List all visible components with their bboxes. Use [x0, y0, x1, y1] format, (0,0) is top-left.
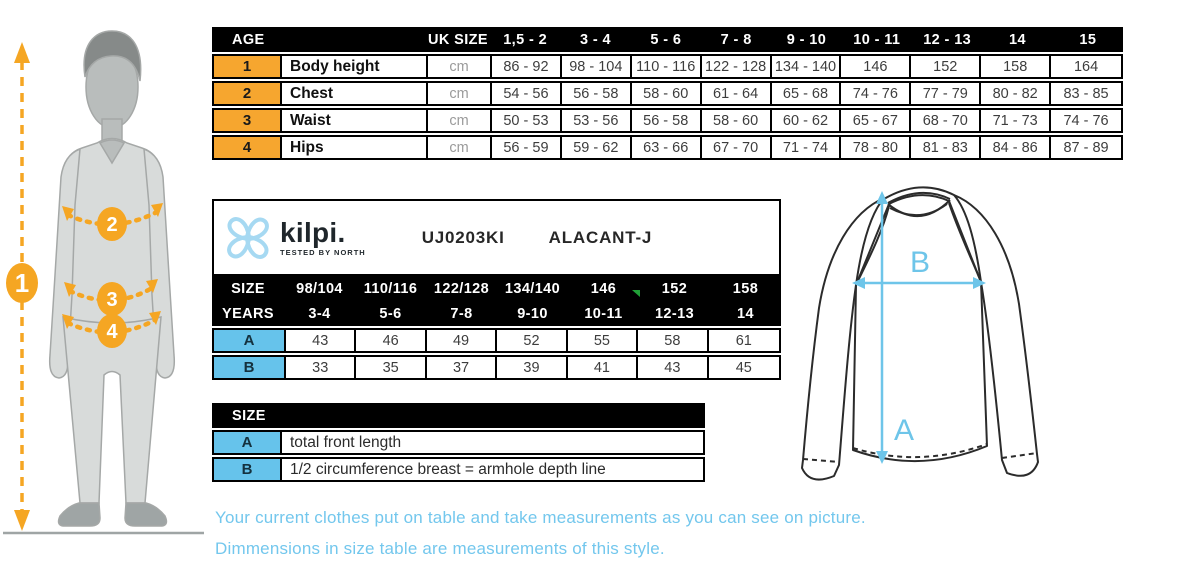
age-size-table — [212, 27, 1123, 160]
dimension-key: A — [214, 330, 286, 351]
dimension-value: 41 — [568, 357, 638, 378]
dimension-value: 52 — [497, 330, 567, 351]
age-col-header: 12 - 13 — [923, 31, 972, 48]
measure-value: 77 - 79 — [911, 83, 981, 104]
measure-value: 58 - 60 — [632, 83, 702, 104]
measure-value: 86 - 92 — [492, 56, 562, 77]
size-table-row — [212, 355, 781, 380]
comment-marker-icon — [632, 290, 640, 297]
measure-value: 53 - 56 — [562, 110, 632, 131]
note-line-1: Your current clothes put on table and take measurements as you can see on picture. — [215, 508, 866, 527]
measure-value: 65 - 68 — [772, 83, 842, 104]
measure-value: 110 - 116 — [632, 56, 702, 77]
measure-value: 63 - 66 — [632, 137, 702, 158]
years-col-header: 10-11 — [584, 305, 623, 322]
measure-value: 58 - 60 — [702, 110, 772, 131]
age-col-header: 10 - 11 — [853, 31, 901, 48]
label-b: B — [910, 246, 931, 279]
measure-value: 71 - 73 — [981, 110, 1051, 131]
note-line-2: Dimmensions in size table are measurements of this style. — [215, 539, 665, 558]
measure-value: 87 - 89 — [1063, 139, 1109, 156]
measure-value: 68 - 70 — [911, 110, 981, 131]
product-codes — [422, 228, 652, 248]
years-row-label: YEARS — [222, 305, 274, 322]
size-col-header: 152 — [661, 280, 688, 297]
left-shoe — [59, 503, 100, 526]
legend-key: A — [214, 432, 282, 453]
measure-value: 80 - 82 — [981, 83, 1051, 104]
age-header-label: AGE — [232, 31, 265, 48]
shirt-diagram — [786, 168, 1098, 490]
measure-value: 122 - 128 — [702, 56, 772, 77]
shirt-body — [853, 195, 987, 461]
legend-description: total front length — [290, 433, 402, 451]
measure-value: 54 - 56 — [492, 83, 562, 104]
dimension-key: B — [214, 357, 286, 378]
measure-value: 59 - 62 — [562, 137, 632, 158]
measure-value: 81 - 83 — [911, 137, 981, 158]
dimension-value: 46 — [356, 330, 426, 351]
age-col-header: 3 - 4 — [579, 31, 611, 48]
years-header-row — [212, 301, 781, 326]
age-col-header: 9 - 10 — [786, 31, 827, 48]
dimension-value: 35 — [356, 357, 426, 378]
legend-header-label: SIZE — [232, 407, 266, 424]
size-col-header: 122/128 — [433, 280, 490, 297]
age-table-header — [212, 27, 1123, 52]
brand-block — [280, 216, 366, 257]
measure-label: Chest — [282, 83, 428, 104]
legend-row — [212, 430, 705, 455]
measure-unit: cm — [428, 83, 492, 104]
legend-row — [212, 457, 705, 482]
measure-value: 158 — [981, 56, 1051, 77]
years-col-header: 14 — [737, 305, 754, 322]
dimension-value: 61 — [735, 332, 752, 349]
measure-value: 56 - 58 — [632, 110, 702, 131]
size-table-row — [212, 328, 781, 353]
years-col-header: 3-4 — [308, 305, 331, 322]
measure-value: 67 - 70 — [702, 137, 772, 158]
years-col-header: 7-8 — [450, 305, 473, 322]
measure-unit: cm — [428, 137, 492, 158]
row-number: 4 — [214, 137, 282, 158]
measure-value: 152 — [911, 56, 981, 77]
dimension-value: 55 — [568, 330, 638, 351]
measure-label: Hips — [282, 137, 428, 158]
measure-value: 98 - 104 — [562, 56, 632, 77]
measure-value: 78 - 80 — [841, 137, 911, 158]
legend-key: B — [214, 459, 282, 480]
size-col-header: 98/104 — [296, 280, 343, 297]
size-row-label: SIZE — [231, 280, 265, 297]
size-table-body — [212, 328, 781, 380]
age-col-header: 14 — [1009, 31, 1026, 48]
size-col-header: 158 — [732, 280, 759, 297]
measure-value: 134 - 140 — [772, 56, 842, 77]
measure-value: 60 - 62 — [772, 110, 842, 131]
badge-3: 3 — [106, 289, 118, 311]
measure-value: 50 - 53 — [492, 110, 562, 131]
measurement-notes — [215, 502, 866, 564]
age-col-header: 7 - 8 — [720, 31, 752, 48]
dimension-value: 37 — [427, 357, 497, 378]
measure-value: 74 - 76 — [841, 83, 911, 104]
row-number: 1 — [214, 56, 282, 77]
arrow-down-icon — [14, 510, 30, 531]
age-table-row — [212, 54, 1123, 79]
years-col-header: 9-10 — [517, 305, 548, 322]
age-table-row — [212, 81, 1123, 106]
measure-value: 65 - 67 — [841, 110, 911, 131]
size-col-header: 110/116 — [363, 280, 418, 297]
badge-4: 4 — [106, 321, 118, 343]
product-name: ALACANT-J — [548, 227, 653, 247]
measure-value: 84 - 86 — [981, 137, 1051, 158]
measure-value: 56 - 59 — [492, 137, 562, 158]
measure-value: 74 - 76 — [1063, 112, 1109, 129]
dimension-value: 39 — [497, 357, 567, 378]
brand-name: kilpi. — [280, 216, 346, 248]
age-col-header: 5 - 6 — [650, 31, 682, 48]
product-header — [212, 199, 781, 276]
dimension-value: 58 — [638, 330, 708, 351]
age-col-header: 1,5 - 2 — [503, 31, 548, 48]
size-header-row — [212, 276, 781, 301]
uk-size-header: UK SIZE — [428, 31, 488, 48]
age-col-header: 15 — [1079, 31, 1097, 48]
dimension-value: 33 — [286, 357, 356, 378]
measure-unit: cm — [428, 110, 492, 131]
measure-label: Body height — [282, 56, 428, 77]
row-number: 2 — [214, 83, 282, 104]
size-col-header: 134/140 — [504, 280, 561, 297]
size-col-header: 146 — [590, 280, 617, 297]
measure-value: 71 - 74 — [772, 137, 842, 158]
kilpi-logo-icon — [224, 214, 272, 262]
legend-table-header — [212, 403, 705, 428]
age-table-body — [212, 54, 1123, 160]
product-size-table — [212, 199, 781, 380]
row-number: 3 — [214, 110, 282, 131]
dimension-value: 45 — [735, 359, 752, 376]
measure-value: 146 — [841, 56, 911, 77]
badge-2: 2 — [106, 214, 118, 236]
measure-value: 83 - 85 — [1063, 85, 1109, 102]
product-code: UJ0203KI — [421, 227, 505, 247]
badge-1: 1 — [14, 268, 30, 298]
right-shoe — [125, 503, 166, 526]
years-col-header: 5-6 — [379, 305, 402, 322]
legend-table-body — [212, 430, 705, 482]
measure-value: 61 - 64 — [702, 83, 772, 104]
measure-label: Waist — [282, 110, 428, 131]
dimension-value: 43 — [638, 357, 708, 378]
dimension-value: 43 — [286, 330, 356, 351]
brand-tagline: TESTED BY NORTH — [280, 247, 366, 257]
legend-description: 1/2 circumference breast = armhole depth line — [290, 460, 606, 478]
measure-unit: cm — [428, 56, 492, 77]
label-a: A — [894, 414, 915, 447]
dimension-value: 49 — [427, 330, 497, 351]
measure-value: 56 - 58 — [562, 83, 632, 104]
boy-silhouette — [50, 31, 175, 526]
measure-value: 164 — [1073, 58, 1099, 75]
legend-table — [212, 403, 705, 482]
age-table-row — [212, 135, 1123, 160]
size-table-header — [212, 276, 781, 326]
years-col-header: 12-13 — [654, 305, 695, 322]
body-measurement-figure — [0, 25, 210, 540]
age-table-row — [212, 108, 1123, 133]
arrow-up-icon — [14, 42, 30, 63]
